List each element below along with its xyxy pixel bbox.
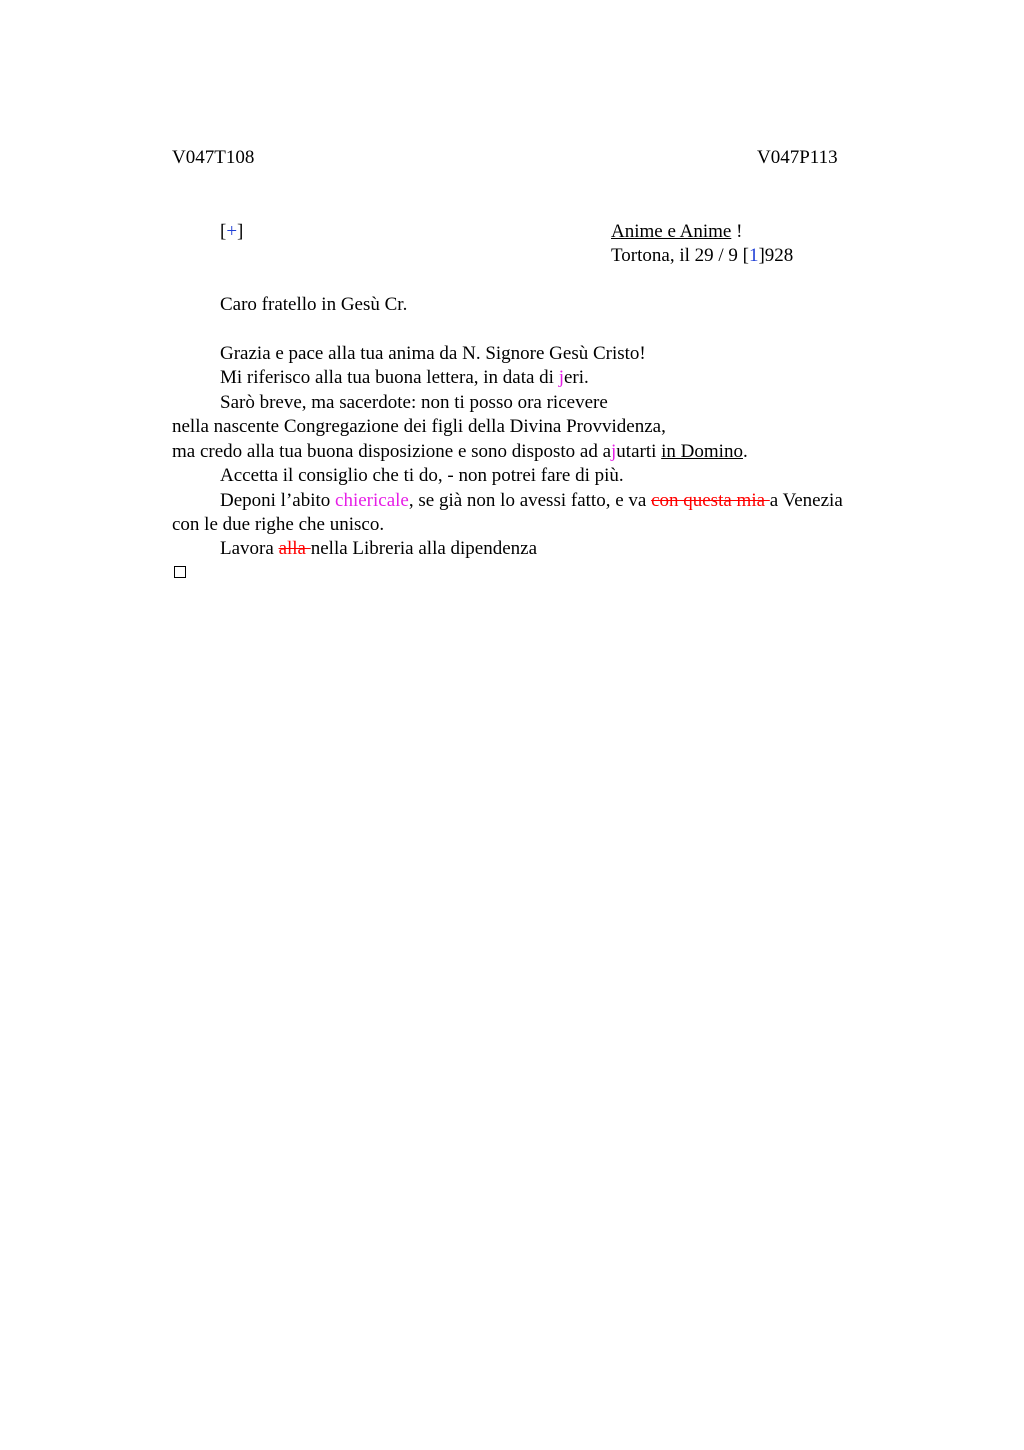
line7-text-c: , se già non lo avessi fatto, e va <box>408 490 652 511</box>
line7-text-a: Deponi l’abito <box>220 490 336 511</box>
line5-text-c: utarti <box>616 441 662 462</box>
cross-close-bracket: ] <box>237 221 244 242</box>
body-line-7 <box>220 489 843 513</box>
date-suffix: ]928 <box>758 245 794 266</box>
line9-text-a: Lavora <box>220 538 279 559</box>
line5-underlined-phrase: in Domino <box>661 441 743 462</box>
line5-text-a: ma credo alla tua buona disposizione e sono disposto ad a <box>172 441 612 462</box>
line9-text-c: nella Libreria alla dipendenza <box>310 538 538 559</box>
cross-open-bracket: [ <box>220 221 227 242</box>
salutation: Caro fratello in Gesù Cr. <box>220 294 408 315</box>
cross-mark <box>220 220 243 244</box>
end-marker-square-icon <box>174 566 186 578</box>
cross-icon: + <box>226 221 238 242</box>
motto-text: Anime e Anime <box>611 221 732 242</box>
line2-emended-letter: j <box>558 367 564 388</box>
motto <box>611 220 742 244</box>
line5-period: . <box>742 441 748 462</box>
line5-emended-letter: j <box>611 441 617 462</box>
line7-text-e: a Venezia <box>769 490 843 511</box>
line2-text-c: eri. <box>564 367 589 388</box>
body-line-9 <box>220 537 537 561</box>
document-code-right: V047P113 <box>757 147 838 168</box>
body-line-6: Accetta il consiglio che ti do, - non potrei fare di più. <box>220 465 624 486</box>
line7-deleted-phrase: con questa mia <box>651 490 770 511</box>
body-line-5 <box>172 440 748 464</box>
body-line-8: con le due righe che unisco. <box>172 514 385 535</box>
letter-date <box>611 244 793 268</box>
date-inserted-digit: 1 <box>748 245 759 266</box>
body-line-1: Grazia e pace alla tua anima da N. Signore Gesù Cristo! <box>220 343 646 364</box>
document-code-left: V047T108 <box>172 147 255 168</box>
date-prefix: Tortona, il 29 / 9 [ <box>611 245 749 266</box>
line7-emended-word: chiericale <box>335 490 409 511</box>
line9-deleted-word: alla <box>278 538 311 559</box>
motto-suffix: ! <box>731 221 743 242</box>
body-line-2 <box>220 366 589 390</box>
body-line-3: Sarò breve, ma sacerdote: non ti posso ora ricevere <box>220 392 608 413</box>
body-line-4: nella nascente Congregazione dei figli della Divina Provvidenza, <box>172 416 666 437</box>
line2-text-a: Mi riferisco alla tua buona lettera, in data di <box>220 367 559 388</box>
